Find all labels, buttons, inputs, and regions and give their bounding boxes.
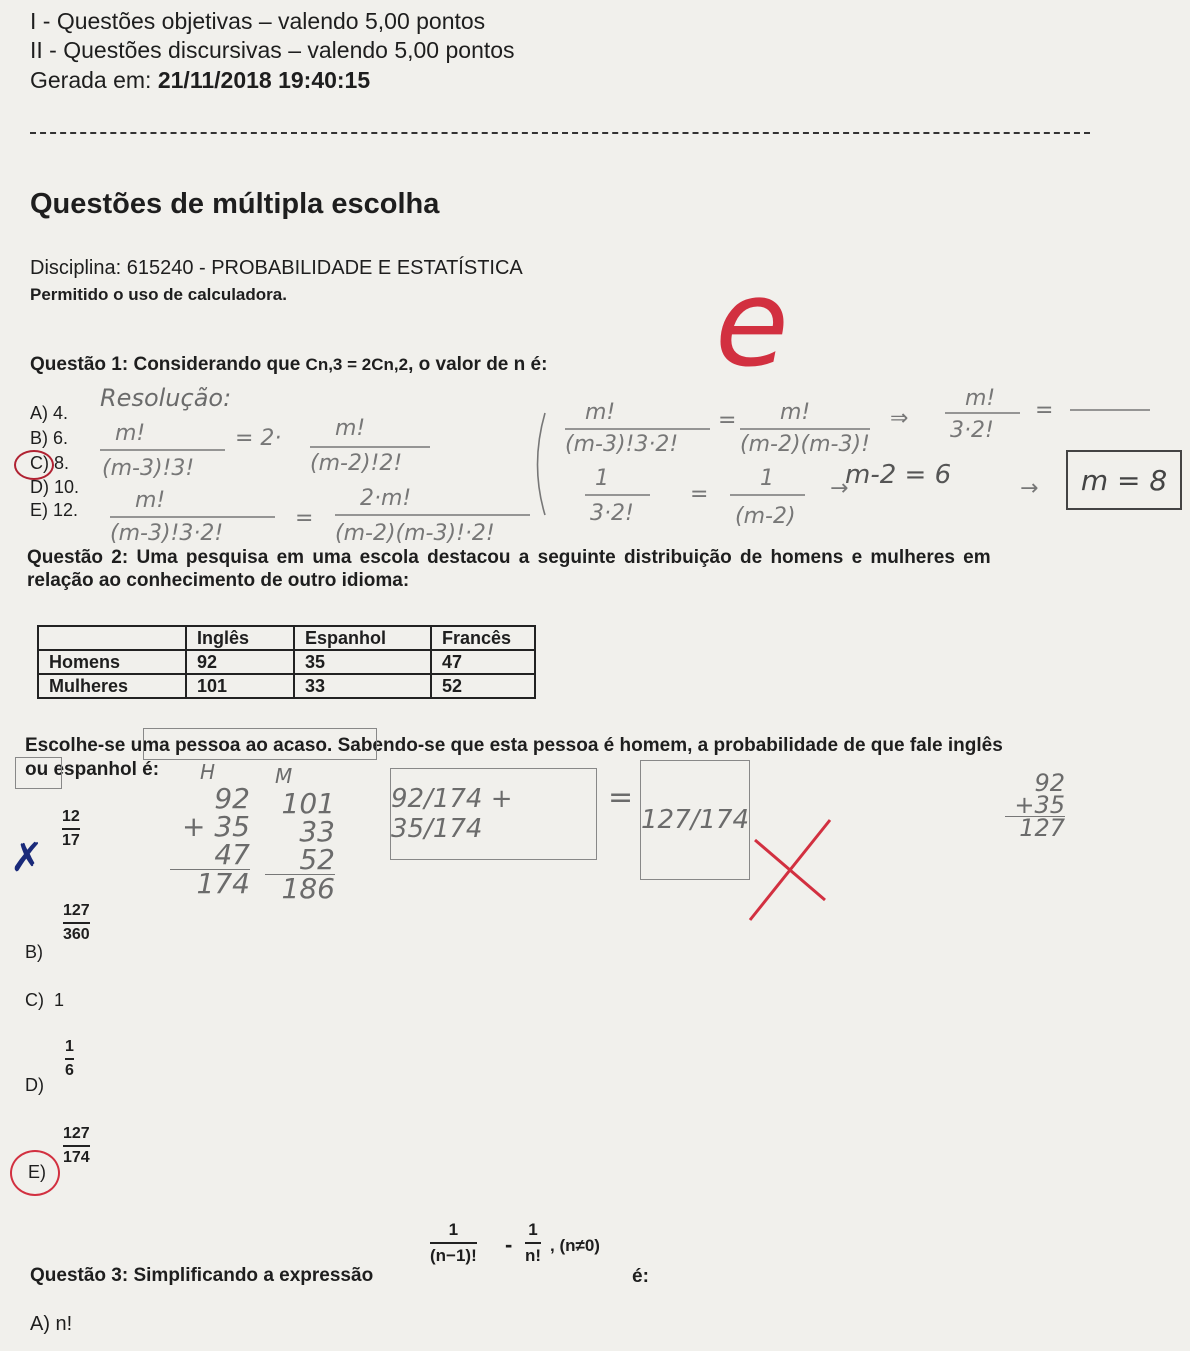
question-2-text-line-1: Questão 2: Uma pesquisa em uma escola destacou a seguinte distribuição de homens e mulheres em (27, 547, 991, 568)
distribution-table (37, 625, 536, 699)
svg-text:m!: m! (115, 421, 146, 446)
question-2-text-line-2: relação ao conhecimento de outro idioma: (27, 570, 410, 591)
question-2-prompt-line-1: Escolhe-se uma pessoa ao acaso. Sabendo-se que esta pessoa é homem, a probabilidade de que fale inglês (25, 735, 1003, 756)
q1-option-d[interactable]: D) 10. (30, 477, 80, 497)
discipline: Disciplina: 615240 - PROBABILIDADE E ESTATÍSTICA (30, 257, 523, 279)
question-2-prompt-line-2: ou espanhol é: (25, 759, 160, 780)
q2-option-d[interactable]: 1 6 (65, 1038, 74, 1079)
q2-option-e[interactable]: 127 174 (63, 1125, 90, 1166)
table-header-cell: Inglês (186, 626, 294, 650)
svg-text:2·m!: 2·m! (360, 486, 412, 511)
svg-text:1: 1 (595, 466, 609, 491)
q2-option-b-label: B) (25, 942, 43, 962)
question-3-text: Questão 3: Simplificando a expressão (30, 1265, 374, 1286)
svg-text:m!: m! (585, 400, 616, 425)
q3-minus: - (505, 1232, 513, 1257)
table-cell: 33 (294, 674, 431, 698)
table-cell: 47 (431, 650, 535, 674)
q2-option-e-label: E) (28, 1162, 46, 1182)
svg-text:= 2·: = 2· (235, 426, 282, 451)
handwritten-equals: = (608, 780, 634, 815)
q1-answer-circle (14, 450, 54, 480)
q2-option-b[interactable]: 127 360 (63, 902, 90, 943)
svg-text:(m-2)!2!: (m-2)!2! (310, 451, 403, 476)
handwritten-sum-box: 92/174 + 35/174 (390, 768, 597, 860)
handwritten-h-label: H (200, 760, 216, 784)
svg-text:(m-3)!3·2!: (m-3)!3·2! (110, 521, 224, 546)
q1-option-a[interactable]: A) 4. (30, 403, 69, 423)
cross-mark-icon: ✗ (10, 836, 44, 880)
q2-option-a[interactable]: 12 17 (62, 808, 80, 849)
handwritten-m-label: M (275, 764, 293, 788)
question-1-formula: Cn,3 = 2Cn,2 (305, 355, 409, 374)
calculator-note: Permitido o uso de calculadora. (30, 285, 287, 304)
header-line-1: I - Questões objetivas – valendo 5,00 pontos (30, 8, 486, 34)
svg-text:(m-3)!3·2!: (m-3)!3·2! (565, 432, 679, 457)
question-1-text: Questão 1: Considerando que Cn,3 = 2Cn,2, o valor de n é: (30, 354, 548, 375)
svg-text:3·2!: 3·2! (590, 501, 634, 526)
q3-end: é: (632, 1266, 649, 1287)
handwritten-side-sum: 92 +35 127 (1005, 772, 1065, 839)
generated-label: Gerada em: (30, 67, 158, 93)
q2-option-c[interactable]: C) 1 (25, 990, 65, 1010)
q1-option-c[interactable]: C) 8. (30, 453, 70, 473)
table-row (38, 650, 535, 674)
pencil-box-ou (15, 757, 62, 789)
table-cell: 101 (186, 674, 294, 698)
handwritten-n-equation: m-2 = 6 (845, 460, 952, 490)
table-header-cell: Francês (431, 626, 535, 650)
handwritten-resolution-label: Resolução: (100, 384, 232, 412)
q3-condition: , (n≠0) (550, 1236, 600, 1255)
svg-text:m!: m! (135, 488, 166, 513)
q1-option-b[interactable]: B) 6. (30, 428, 69, 448)
table-header-cell (38, 626, 186, 650)
handwritten-h-sum: 92 + 35 47 174 (170, 785, 250, 898)
handwritten-m-sum: 101 33 52 186 (265, 790, 335, 903)
q1-option-e[interactable]: E) 12. (30, 500, 79, 520)
table-header-cell: Espanhol (294, 626, 431, 650)
svg-text:m!: m! (780, 400, 811, 425)
svg-text:→: → (830, 476, 849, 501)
svg-text:(m-2)(m-3)!: (m-2)(m-3)! (740, 432, 870, 457)
svg-text:=: = (690, 482, 709, 507)
svg-text:⇒: ⇒ (890, 406, 909, 431)
table-header-row (38, 626, 535, 650)
svg-text:=: = (718, 408, 737, 433)
header-line-2: II - Questões discursivas – valendo 5,00 pontos (30, 37, 515, 63)
svg-text:→: → (1020, 476, 1039, 501)
handwritten-result-box: 127/174 (640, 760, 750, 880)
svg-text:m!: m! (965, 386, 996, 411)
generated-date: 21/11/2018 19:40:15 (157, 67, 371, 93)
table-cell: Mulheres (38, 674, 186, 698)
svg-text:m!: m! (335, 416, 366, 441)
wrong-answer-x-icon (745, 815, 845, 925)
handwritten-grade-mark: e (715, 255, 789, 394)
table-row (38, 674, 535, 698)
generated-line (30, 67, 370, 94)
svg-text:1: 1 (760, 466, 774, 491)
svg-text:3·2!: 3·2! (950, 418, 994, 443)
table-cell: 92 (186, 650, 294, 674)
svg-text:(m-2)(m-3)!·2!: (m-2)(m-3)!·2! (335, 521, 495, 546)
section-title: Questões de múltipla escolha (30, 188, 440, 220)
pencil-box-uma-pessoa (143, 728, 377, 760)
handwritten-answer-box: m = 8 (1066, 450, 1182, 510)
svg-text:=: = (1035, 398, 1054, 423)
table-cell: 35 (294, 650, 431, 674)
q3-fraction-1: 1 (n−1)! (430, 1220, 477, 1265)
q2-answer-circle (10, 1150, 60, 1196)
svg-text:(m-2): (m-2) (735, 504, 796, 529)
svg-text:=: = (295, 506, 314, 531)
q3-option-a[interactable]: A) n! (30, 1313, 73, 1335)
q3-fraction-2: 1 n! (525, 1220, 542, 1265)
table-cell: Homens (38, 650, 186, 674)
dashed-divider (30, 132, 1090, 134)
table-cell: 52 (431, 674, 535, 698)
svg-text:(m-3)!3!: (m-3)!3! (102, 456, 195, 481)
q2-option-d-label: D) (25, 1075, 44, 1095)
